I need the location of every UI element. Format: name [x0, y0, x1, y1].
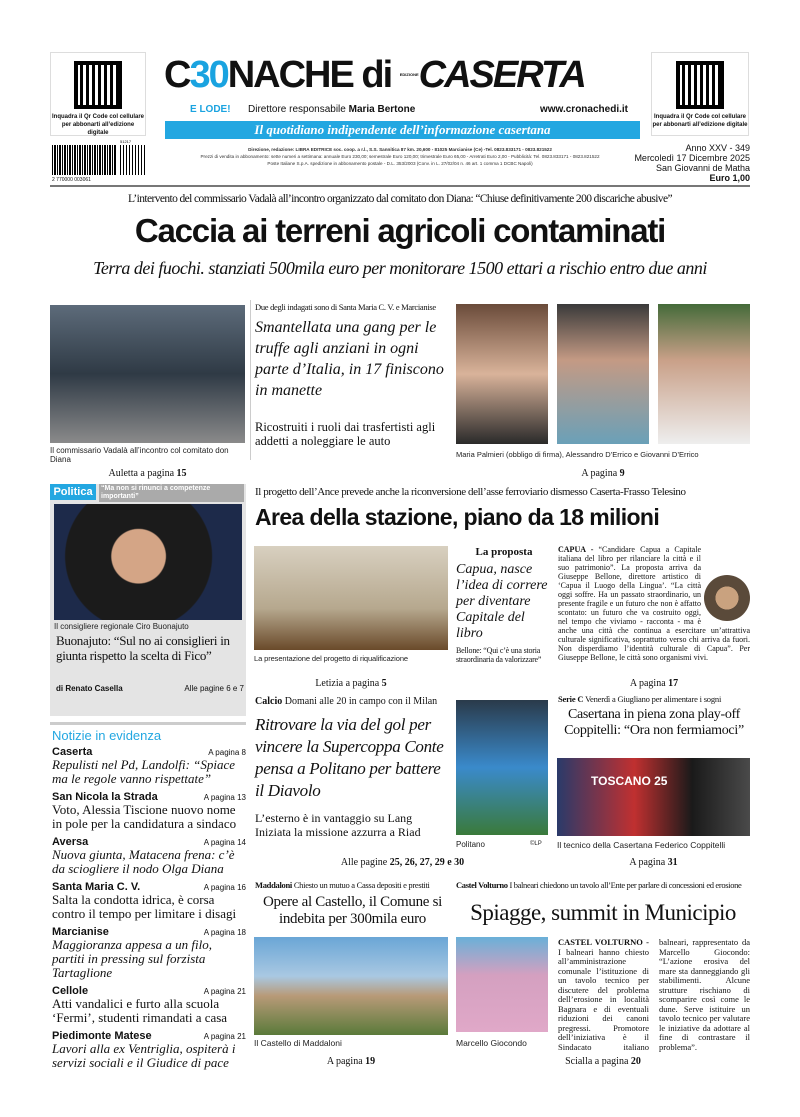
volturno-headline[interactable]: Spiagge, summit in Municipio [470, 900, 736, 925]
news-place: San Nicola la Strada [52, 791, 158, 803]
website-link[interactable]: www.cronachedi.it [540, 104, 628, 115]
news-headline: Voto, Alessia Tiscione nuovo nome in pole per la candidatura a sindaco [52, 802, 237, 831]
news-item[interactable] [52, 746, 246, 786]
gang-headline[interactable]: Smantellata una gang per le truffe agli anziani in ogni parte d’Italia, in 17 finiscono in manette [255, 319, 444, 399]
stazione-photo [254, 546, 448, 650]
section-title: Notizie in evidenza [52, 728, 162, 743]
tagline-banner: Il quotidiano indipendente dell’informazione casertana [165, 121, 640, 139]
calcio-ref[interactable]: Alle pagine 25, 26, 27, 29 e 30 [340, 857, 465, 868]
barcode-icon [52, 145, 116, 175]
photo-caption: Il Castello di Maddaloni [254, 1038, 342, 1048]
alessandro-derrico-photo [557, 304, 649, 444]
news-headline: Repulisti nel Pd, Landolfi: “Spiace ma le regole vanno rispettate” [52, 757, 236, 786]
news-page: A pagina 18 [203, 928, 246, 937]
calcio-headline[interactable]: Ritrovare la via del gol per vincere la Supercoppa Conte pensa a Politano per battere il Diavolo [255, 715, 444, 800]
news-page: A pagina 14 [203, 838, 246, 847]
photo-caption: Politano [456, 840, 485, 849]
bellone-photo [704, 575, 750, 621]
buonajuto-photo [54, 504, 242, 620]
politica-headline[interactable]: Buonajuto: “Sul no ai consiglieri in giunta rispetto la scelta di Fico” [56, 633, 230, 663]
calcio-subhead: L’esterno è in vantaggio su Lang Iniziata la missione azzurra a Riad [255, 811, 421, 839]
logo-caserta: CASERTA [418, 54, 585, 96]
notizie-in-evidenza [52, 728, 246, 1075]
byline: di Renato Casella [56, 684, 123, 693]
news-place: Aversa [52, 836, 89, 848]
logo-part: NACHE di [227, 54, 400, 96]
page-ref[interactable]: Alle pagine 6 e 7 [184, 684, 244, 693]
imprint: Direzione, redazione: LIBRA EDITRICE soc. coop. a r.l., S.S. Sannitica 87 km. 20,600 - 81025 Marcianise (Ce) -Tel. 0823.833171 - 0823.821522 Prezzi di vendita in abbonamento: sette numeri a settimana: annuale Euro 230,00; semestrale Euro 120,00; trimestrale Euro 65,00 - Arretrati Euro 2,00 - Pubblicità: Tel. 0823.833171 - 0823.821522 Poste Italiane S.p.A. spedizione in abbonamento postale - D.L. 353/2003 (Conv. in L. 27/02/04 n. 46 art. 1 comma 1 DCBC Napoli) [200, 147, 600, 166]
news-item[interactable] [52, 985, 246, 1025]
seriec-headline[interactable]: Casertana in piena zona play-off Coppitelli: “Ora non fermiamoci” [564, 707, 744, 738]
photo-caption: Il tecnico della Casertana Federico Coppitelli [557, 840, 726, 850]
maddaloni-kicker: Maddaloni Chiesto un mutuo a Cassa depositi e prestiti [255, 880, 430, 890]
jersey-text: TOSCANO 25 [591, 774, 668, 788]
photo-caption: La presentazione del progetto di riqualificazione [254, 654, 408, 663]
capua-label: La proposta [475, 546, 533, 558]
news-item[interactable] [52, 836, 246, 876]
maddaloni-ref[interactable]: A pagina 19 [326, 1056, 376, 1067]
giocondo-photo [456, 937, 548, 1032]
lead-headline[interactable]: Caccia ai terreni agricoli contaminati [134, 212, 666, 249]
vadala-photo [50, 305, 245, 443]
volturno-ref[interactable]: Scialla a pagina 20 [565, 1056, 641, 1067]
politica-quote: “Ma non si rinunci a competenze importanti” [99, 484, 244, 502]
capua-ref[interactable]: A pagina 17 [629, 678, 679, 689]
gang-subhead: Ricostruiti i ruoli dai trasfertisti agli addetti a noleggiare le auto [255, 420, 436, 448]
qr-code-left[interactable] [50, 52, 146, 136]
news-place: Piedimonte Matese [52, 1030, 152, 1042]
qr-caption: Inquadra il Qr Code col cellulare per abbonarti all’edizione digitale [51, 114, 145, 136]
news-place: Marcianise [52, 926, 109, 938]
coppitelli-photo [557, 758, 750, 836]
photo-caption: Marcello Giocondo [456, 1038, 527, 1048]
newspaper-logo [164, 52, 585, 98]
logo-lode: E LODE! [190, 104, 231, 115]
volturno-body: CASTEL VOLTURNO - I balneari hanno chiesto all’amministrazione comunale l’istituzione di un tavolo tecnico per discutere del problema dell’erosione in località Bagnara e di eventuali riduzioni dei canoni pregressi. Promotore dell’iniziativa è il Sindacato italiano balneari, rappresentato da Marcello Giocondo: “L’azione erosiva del mare sta danneggiando gli stabilimenti. Alcune strutture rischiano di scomparire così come le dune. Serve istituire un tavolo tecnico per valutare le iniziative da adottare al fine di contrastare il problema”. [558, 937, 750, 1052]
giovanni-derrico-photo [658, 304, 750, 444]
qr-caption: Inquadra il Qr Code col cellulare per abbonarti all’edizione digitale [652, 114, 748, 128]
news-headline: Atti vandalici e furto alla scuola ‘Fermi’, studenti rimandati a casa [52, 996, 228, 1025]
news-place: Caserta [52, 746, 93, 758]
politano-photo [456, 700, 548, 835]
qr-code-icon [676, 61, 724, 109]
news-item[interactable] [52, 1030, 246, 1070]
lead-kicker: L’intervento del commissario Vadalà all’incontro organizzato dal comitato don Diana: “Chiuse definitivamente 200 discariche abusive” [128, 193, 672, 205]
capua-body: CAPUA - “Candidare Capua a Capitale italiana del libro per rilanciare la città e il suo patrimonio”. La proposta arriva da Giuseppe Bellone, direttore artistico di ‘Capua il Luogo della Lingua’. “La città oggi soffre. Ha un passato straordinario, un presente fragile e un futuro che non è affatto scontato: un futuro che va costruito oggi, nel tempo che viviamo - racconta - ma è anche una città che continua a esercitare un’attrattiva culturale significativa, soprattutto verso chi arriva da fuori. Non disperdiamo l’identità culturale di Capua”. Per Giuseppe Bellone, le città sono organismi vivi. [558, 545, 750, 662]
palmieri-photo [456, 304, 548, 444]
stazione-headline[interactable]: Area della stazione, piano da 18 milioni [255, 504, 660, 530]
edizione-label: EDIZIONE [399, 72, 419, 77]
lead-subhead: Terra dei fuochi. stanziati 500mila euro per monitorare 1500 ettari a rischio entro due anni [93, 258, 707, 278]
news-place: Cellole [52, 985, 89, 997]
volturno-kicker: Castel Volturno I balneari chiedono un tavolo all’Ente per parlare di concessioni ed erosione [456, 880, 742, 890]
section-tag: Politica [50, 484, 96, 500]
news-headline: Maggioranza appesa a un filo, partiti in pressing sul forzista Tartaglione [52, 937, 212, 980]
news-item[interactable] [52, 926, 246, 980]
photo-credit: ©LP [530, 841, 542, 847]
castello-photo [254, 937, 448, 1035]
divider [50, 185, 750, 187]
photo-caption: Maria Palmieri (obbligo di firma), Alessandro D’Errico e Giovanni D’Errico [456, 450, 699, 459]
logo-part: C [164, 54, 190, 96]
logo-30: 30 [189, 54, 228, 96]
news-page: A pagina 13 [203, 793, 246, 802]
gang-ref[interactable]: A pagina 9 [581, 468, 625, 479]
lead-ref[interactable]: Auletta a pagina 15 [108, 468, 187, 479]
barcode-issue: 51217 [120, 139, 132, 144]
barcode-addon-icon [120, 145, 146, 175]
news-page: A pagina 16 [203, 883, 246, 892]
news-item[interactable] [52, 881, 246, 921]
news-page: A pagina 8 [208, 748, 246, 757]
news-page: A pagina 21 [203, 1032, 246, 1041]
qr-code-icon [74, 61, 122, 109]
stazione-kicker: Il progetto dell’Ance prevede anche la riconversione dell’asse ferroviario dismesso Caserta-Frasso Telesino [255, 486, 686, 498]
qr-code-right[interactable] [651, 52, 749, 136]
news-place: Santa Maria C. V. [52, 881, 141, 893]
director-line: Direttore responsabile Maria Bertone [248, 104, 416, 115]
gang-kicker: Due degli indagati sono di Santa Maria C. V. e Marcianise [255, 302, 436, 312]
news-headline: Nuova giunta, Matacena frena: c’è da sciogliere il nodo Olga Diana [52, 847, 235, 876]
photo-caption: Il consigliere regionale Ciro Buonajuto [54, 622, 189, 631]
news-page: A pagina 21 [203, 987, 246, 996]
issue-info: Anno XXV - 349 Mercoledì 17 Dicembre 2025 San Giovanni de Matha Euro 1,00 [634, 143, 750, 183]
stazione-ref[interactable]: Letizia a pagina 5 [315, 678, 387, 689]
seriec-ref[interactable]: A pagina 31 [629, 857, 678, 868]
barcode-digits: 2 770000 003061 [52, 177, 91, 183]
seriec-kicker: Serie C Venerdì a Giugliano per alimentare i sogni [558, 694, 722, 704]
capua-quote: Bellone: “Qui c’è una storia straordinaria da valorizzare” [456, 646, 542, 664]
news-headline: Lavori alla ex Ventriglia, ospiterà i servizi sociali e il Giudice di pace [52, 1041, 236, 1070]
maddaloni-headline[interactable]: Opere al Castello, il Comune si indebita per 300mila euro [263, 894, 442, 927]
photo-caption: Il commissario Vadalà all’incontro col comitato don Diana [50, 446, 229, 464]
capua-headline[interactable]: Capua, nasce l’idea di correre per diventare Capitale del libro [456, 562, 548, 641]
calcio-kicker: Calcio Domani alle 20 in campo con il Milan [255, 696, 438, 707]
news-item[interactable] [52, 791, 246, 831]
news-headline: Salta la condotta idrica, è corsa contro il tempo per limitare i disagi [52, 892, 237, 921]
